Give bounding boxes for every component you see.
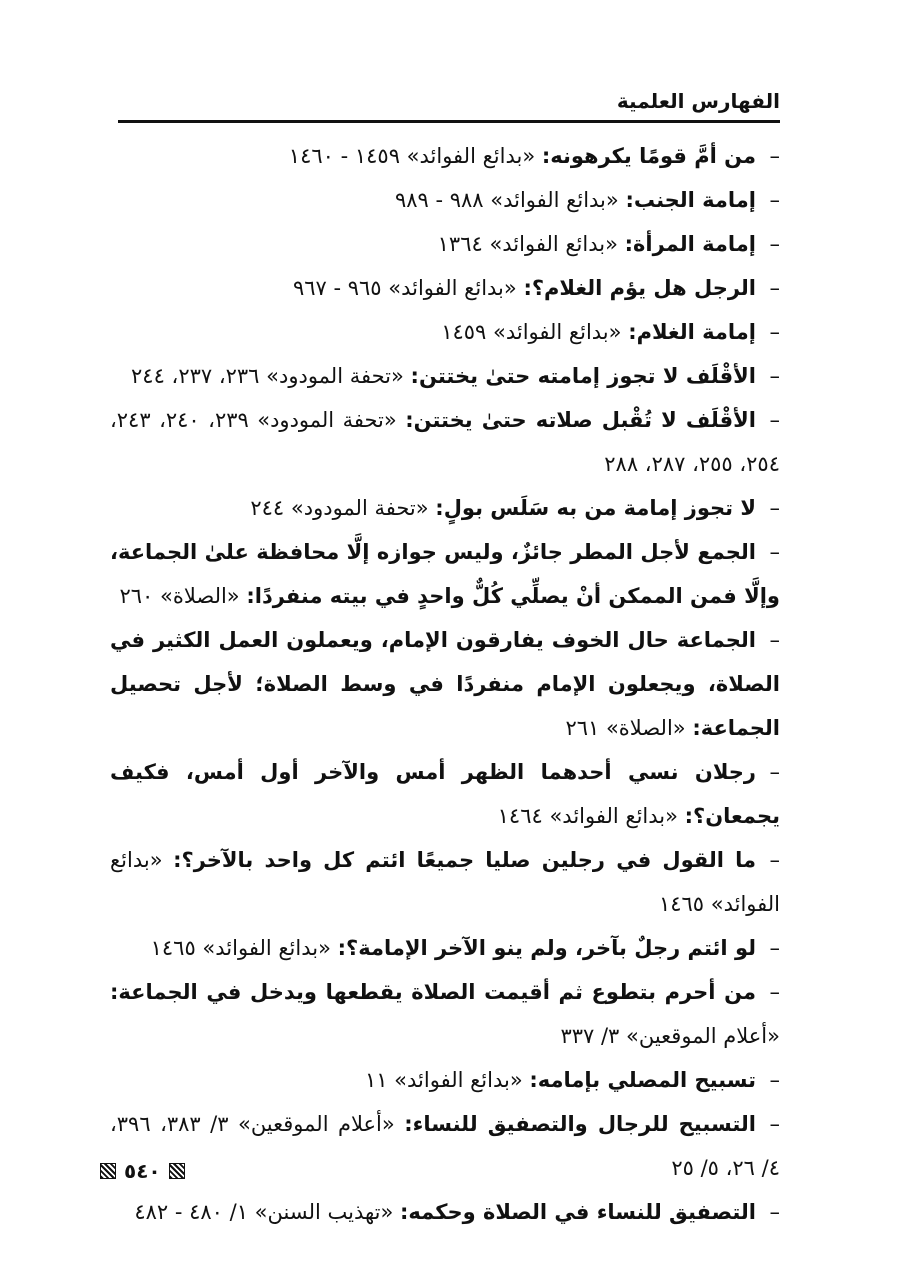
entry-topic: إمامة المرأة: bbox=[624, 232, 756, 256]
entry-topic: الأقْلَف لا تُقْبل صلاته حتىٰ يختتن: bbox=[405, 408, 757, 432]
entry-dash: – bbox=[769, 496, 780, 520]
entry-dash: – bbox=[769, 364, 780, 388]
entry-topic: إمامة الجنب: bbox=[625, 188, 756, 212]
entry-topic: إمامة الغلام: bbox=[628, 320, 756, 344]
entry-reference: «بدائع الفوائد» ٩٨٨ - ٩٨٩ bbox=[394, 188, 619, 212]
index-entry bbox=[110, 486, 780, 530]
entry-reference: «تحفة المودود» ٢٤٤ bbox=[250, 496, 429, 520]
entry-topic: الأقْلَف لا تجوز إمامته حتىٰ يختتن: bbox=[410, 364, 756, 388]
entry-reference: «بدائع الفوائد» ١٤٥٩ - ١٤٦٠ bbox=[288, 144, 536, 168]
entry-topic: من أحرم بتطوع ثم أقيمت الصلاة يقطعها ويدخل في الجماعة: bbox=[110, 980, 756, 1004]
entry-reference: «بدائع الفوائد» ١٤٦٥ bbox=[110, 848, 780, 916]
entry-dash: – bbox=[769, 144, 780, 168]
entry-reference: «بدائع الفوائد» ٩٦٥ - ٩٦٧ bbox=[292, 276, 517, 300]
entry-reference: «تهذيب السنن» ١/ ٤٨٠ - ٤٨٢ bbox=[134, 1200, 394, 1224]
index-entry bbox=[110, 310, 780, 354]
entry-reference: «بدائع الفوائد» ١١ bbox=[364, 1068, 523, 1092]
entry-dash: – bbox=[769, 232, 780, 256]
entry-reference: «الصلاة» ٢٦١ bbox=[565, 716, 686, 740]
entry-dash: – bbox=[769, 848, 780, 872]
entry-topic: لا تجوز إمامة من به سَلَس بولٍ: bbox=[435, 496, 756, 520]
index-entry bbox=[110, 178, 780, 222]
entry-reference: «بدائع الفوائد» ١٣٦٤ bbox=[437, 232, 618, 256]
entry-topic: الجمع لأجل المطر جائزٌ، وليس جوازه إلَّا محافظة علىٰ الجماعة، وإلَّا فمن الممكن أنْ يصلِّي كُلٌّ واحدٍ في بيته منفردًا: bbox=[110, 540, 780, 608]
entry-dash: – bbox=[769, 760, 780, 784]
index-entry bbox=[110, 354, 780, 398]
index-entries-list bbox=[110, 134, 780, 1234]
entry-reference: «أعلام الموقعين» ٣/ ٣٣٧ bbox=[560, 1024, 780, 1048]
entry-topic: التسبيح للرجال والتصفيق للنساء: bbox=[404, 1112, 756, 1136]
entry-dash: – bbox=[769, 320, 780, 344]
entry-dash: – bbox=[769, 980, 780, 1004]
square-ornament-icon bbox=[169, 1163, 185, 1179]
entry-reference: «أعلام الموقعين» ٣/ ٣٨٣، ٣٩٦، ٤/ ٢٦، ٥/ ٢٥ bbox=[110, 1112, 780, 1180]
entry-dash: – bbox=[769, 408, 781, 432]
running-title: الفهارس العلمية bbox=[616, 89, 780, 113]
entry-reference: «بدائع الفوائد» ١٤٥٩ bbox=[441, 320, 622, 344]
entry-topic: من أمَّ قومًا يكرهونه: bbox=[541, 144, 756, 168]
entry-dash: – bbox=[769, 1200, 780, 1224]
page-folio bbox=[100, 1158, 185, 1184]
entry-reference: «تحفة المودود» ٢٣٦، ٢٣٧، ٢٤٤ bbox=[131, 364, 404, 388]
index-entry bbox=[110, 750, 780, 838]
entry-topic: تسبيح المصلي بإمامه: bbox=[529, 1068, 756, 1092]
index-entry bbox=[110, 1102, 780, 1190]
entry-dash: – bbox=[769, 1112, 780, 1136]
entry-topic: الجماعة حال الخوف يفارقون الإمام، ويعملون العمل الكثير في الصلاة، ويجعلون الإمام منفردًا في وسط الصلاة؛ لأجل تحصيل الجماعة: bbox=[110, 628, 780, 740]
index-entry bbox=[110, 618, 780, 750]
index-entry bbox=[110, 266, 780, 310]
entry-topic: الرجل هل يؤم الغلام؟: bbox=[523, 276, 756, 300]
entry-reference: «تحفة المودود» ٢٣٩، ٢٤٠، ٢٤٣، ٢٥٤، ٢٥٥، ٢٨٧، ٢٨٨ bbox=[110, 408, 780, 476]
entry-topic: لو ائتم رجلٌ بآخر، ولم ينو الآخر الإمامة؟: bbox=[337, 936, 756, 960]
entry-dash: – bbox=[769, 276, 780, 300]
entry-dash: – bbox=[769, 540, 780, 564]
square-ornament-icon bbox=[100, 1163, 116, 1179]
entry-topic: ما القول في رجلين صليا جميعًا ائتم كل واحد بالآخر؟: bbox=[173, 848, 756, 872]
entry-dash: – bbox=[769, 1068, 780, 1092]
index-entry bbox=[110, 838, 780, 926]
index-entry bbox=[110, 134, 780, 178]
entry-reference: «بدائع الفوائد» ١٤٦٥ bbox=[150, 936, 331, 960]
entry-topic: التصفيق للنساء في الصلاة وحكمه: bbox=[400, 1200, 756, 1224]
index-entry bbox=[110, 530, 780, 618]
entry-topic: رجلان نسي أحدهما الظهر أمس والآخر أول أمس، فكيف يجمعان؟: bbox=[110, 760, 780, 828]
index-entry bbox=[110, 970, 780, 1058]
index-entry bbox=[110, 926, 780, 970]
header-rule bbox=[118, 120, 780, 123]
index-entry bbox=[110, 398, 780, 486]
page-number: ٥٤٠ bbox=[124, 1159, 161, 1183]
entry-dash: – bbox=[769, 188, 780, 212]
index-entry bbox=[110, 222, 780, 266]
entry-dash: – bbox=[769, 628, 780, 652]
entry-reference: «بدائع الفوائد» ١٤٦٤ bbox=[497, 804, 678, 828]
entry-reference: «الصلاة» ٢٦٠ bbox=[119, 584, 240, 608]
index-entry bbox=[110, 1058, 780, 1102]
index-entry bbox=[110, 1190, 780, 1234]
entry-dash: – bbox=[769, 936, 780, 960]
